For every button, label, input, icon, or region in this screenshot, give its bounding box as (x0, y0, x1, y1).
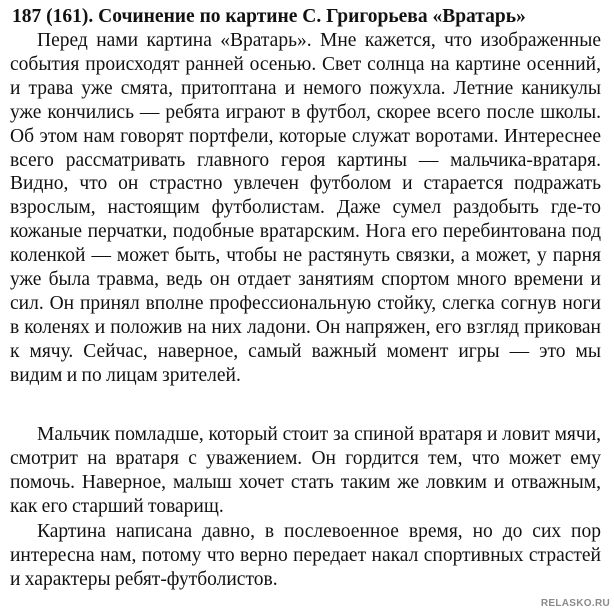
paragraph-1: Перед нами картина «Вратарь». Мне кажется, что изображенные события происходят ранней осенью. Свет солнца на картине осенний, и трава уже смята, притоптана и немого пожухла. Летние каникулы уже кончились — ребята играют в футбол, скорее всего после школы. Об этом нам говорят портфели, которые служат воротами. Интереснее всего рассматривать главного героя картины — мальчика-вратаря. Видно, что он страстно увлечен футболом и старается подражать взрослым, настоящим футболистам. Даже сумел раздобыть где-то кожаные перчатки, подобные вратарским. Нога его перебинтована под коленкой — может быть, чтобы не растянуть связки, а может, у парня уже была травма, ведь он отдает занятиям спортом много времени и сил. Он принял вполне профессиональную стойку, слегка согнув ноги в коленях и положив на них ладони. Он напряжен, его взгляд прикован к мячу. Сейчас, наверное, самый важный момент игры — это мы видим и по лицам зрителей. (10, 30, 601, 386)
paragraph-2: Мальчик помладше, который стоит за спиной вратаря и ловит мячи, смотрит на вратаря с уважением. Он гордится тем, что может ему помочь. Наверное, малыш хочет стать таким же ловким и отважным, как его старший товарищ. (10, 424, 601, 517)
watermark: RELASKO.RU (540, 598, 610, 609)
paragraph-3: Картина написана давно, в послевоенное время, но до сих пор интересна нам, потому что верно передает накал спортивных страстей и характеры ребят-футболистов. (10, 521, 601, 590)
document-title: 187 (161). Сочинение по картине С. Григорьева «Вратарь» (12, 6, 526, 27)
